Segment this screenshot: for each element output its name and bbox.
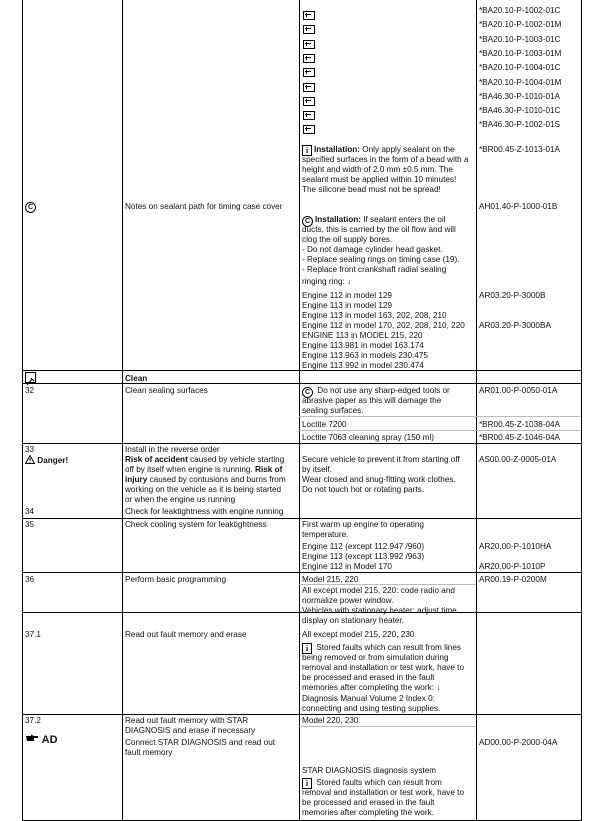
- material-item: Loctite 7200: [302, 420, 347, 429]
- step-note-line: temperature.: [302, 530, 349, 539]
- system-line: STAR DIAGNOSIS diagnosis system: [302, 766, 437, 775]
- step-note-line: All except model 215, 220: code radio and: [302, 586, 455, 595]
- reference-link[interactable]: *BR00.45-Z-1046-04A: [479, 433, 561, 442]
- step-description: Perform basic programming: [125, 575, 227, 584]
- reference-link[interactable]: AR00.19-P-0200M: [479, 575, 547, 584]
- ad-label: AD: [25, 734, 58, 746]
- install-note-line: specified surfaces in the form of a bead with a: [302, 155, 469, 164]
- engine-line: Engine 113 in model 163, 202, 208, 210: [302, 311, 447, 320]
- pointing-hand-icon: [25, 734, 39, 743]
- warning-triangle-icon: [25, 455, 35, 464]
- tool-reference[interactable]: *BA20.10-P-1003-01C: [479, 34, 561, 44]
- step-description: Install in the reverse order: [125, 445, 220, 454]
- engine-line: Engine 112 in model 170, 202, 208, 210, 220: [302, 321, 465, 330]
- install-note-line: sealant must be applied within 10 minutes!: [302, 175, 457, 184]
- model-line: Model 220, 230: [302, 716, 359, 725]
- engine-line: Engine 113.963 in models 230.475: [302, 351, 428, 360]
- row-divider: [22, 572, 582, 573]
- reference-link[interactable]: AR20.00-P-1010HA: [479, 542, 552, 551]
- column-divider: [122, 0, 123, 821]
- column-divider: [476, 0, 477, 821]
- install-note-ref[interactable]: *BR00.45-Z-1013-01A: [479, 145, 561, 154]
- step-description: Read out fault memory and erase: [125, 630, 247, 639]
- step-number: 32: [25, 386, 35, 395]
- step-number: 33: [25, 445, 35, 454]
- engine-line: ENGINE 113 in MODEL 215, 220: [302, 331, 423, 340]
- circled-c-icon: C: [302, 387, 313, 398]
- row-divider: [22, 518, 582, 519]
- danger-text-line: off by itself when engine is running. Risk of: [125, 465, 283, 474]
- model-line: Model 215, 220: [302, 575, 359, 584]
- engine-line: Engine 113.992 in model 230.474: [302, 361, 424, 370]
- step-description: Check for leaktightness with engine running: [125, 507, 284, 516]
- step-note-line: connecting and using testing supplies.: [302, 704, 441, 713]
- step-description: Connect STAR DIAGNOSIS and read out: [125, 738, 276, 747]
- safety-measure: by itself.: [302, 465, 333, 474]
- info-icon: i: [302, 778, 312, 789]
- engine-line: Engine 112 in Model 170: [302, 562, 392, 571]
- install-note-heading: i Installation: Only apply sealant on the: [302, 145, 455, 156]
- safety-measure: Secure vehicle to prevent it from starting off: [302, 455, 460, 464]
- tool-reference[interactable]: *BA20.10-P-1002-01M: [479, 20, 562, 30]
- engine-line: Engine 113 (except 113.992 /963): [302, 552, 425, 561]
- step-number: 37.2: [25, 716, 41, 725]
- step-description: Check cooling system for leaktightness: [125, 520, 267, 529]
- procedure-table: [22, 0, 582, 821]
- step-note-line: being removed or from simulation during: [302, 653, 449, 662]
- copyright-symbol-icon: C: [25, 201, 36, 213]
- step-note-line: Vehicles with stationary heater: adjust time: [302, 606, 457, 615]
- step-description: DIAGNOSIS and erase if necessary: [125, 726, 256, 735]
- info-icon: i: [302, 145, 312, 156]
- sealant-path-heading: C Installation: If sealant enters the oil: [302, 215, 446, 227]
- engine-line: Engine 113.981 in model 163.174: [302, 341, 424, 350]
- sealant-path-line: ringing ring: ↓: [302, 277, 352, 286]
- tool-reference[interactable]: *BA20.10-P-1003-01M: [479, 48, 562, 58]
- engine-line: Engine 112 in model 129: [302, 291, 392, 300]
- row-divider: [22, 383, 582, 384]
- tool-reference[interactable]: *BA20.10-P-1004-01C: [479, 63, 561, 73]
- inner-divider: [299, 726, 476, 727]
- step-description: Clean sealing surfaces: [125, 386, 208, 395]
- fault-note: i Stored faults which can result from: [302, 778, 442, 789]
- inner-divider: [299, 584, 476, 585]
- row-divider: [22, 443, 582, 444]
- step-note-line: normalize power window.: [302, 596, 394, 605]
- step-note-line: Diagnosis Manual Volume 2 Index 0:: [302, 694, 435, 703]
- info-icon: i: [302, 643, 312, 654]
- step-note-line: First warm up engine to operating: [302, 520, 424, 529]
- reference-link[interactable]: AR01.00-P-0050-01A: [479, 386, 558, 395]
- step-number: 37.1: [25, 630, 41, 639]
- sealant-path-line: clog the oil supply bores.: [302, 235, 393, 244]
- step-note-line: be processed and erased in the fault: [302, 798, 435, 807]
- step-note-line: memories after completing the work.: [302, 808, 434, 817]
- step-note-line: memories after completing the work: ↓: [302, 683, 441, 692]
- danger-text-line: injury caused by contusions and burns from: [125, 475, 286, 484]
- step-number: 36: [25, 575, 35, 584]
- sealant-path-line: - Do not damage cylinder head gasket.: [302, 245, 443, 254]
- danger-text-line: or when the engine us running: [125, 495, 236, 504]
- inner-divider: [299, 430, 581, 431]
- fault-note: i Stored faults which can result from lines: [302, 643, 461, 654]
- model-line: All except model 215, 220, 230: [302, 630, 415, 639]
- tool-reference[interactable]: *BA20.10-P-1004-01M: [479, 77, 562, 87]
- tool-reference[interactable]: *BA46.30-P-1010-01C: [479, 106, 561, 116]
- step-number: 35: [25, 520, 35, 529]
- step-note-line: removal and installation or test work, have to: [302, 788, 465, 797]
- step-note-line: removal and installation or test work, have to: [302, 663, 465, 672]
- sealant-path-line: - Replace front crankshaft radial sealing: [302, 265, 447, 274]
- table-border-right: [581, 0, 582, 821]
- danger-text-line: Risk of accident caused by vehicle starting: [125, 455, 285, 464]
- install-note-line: The silicone bead must not be spread!: [302, 185, 441, 194]
- step-number: 34: [25, 507, 35, 516]
- inner-divider: [299, 416, 581, 417]
- section-heading: Clean: [125, 374, 148, 383]
- tool-reference[interactable]: *BA20.10-P-1002-01C: [479, 6, 561, 15]
- danger-text-line: working on the vehicle as it is being started: [125, 485, 282, 494]
- step-note-line: be processed and erased in the fault: [302, 673, 435, 682]
- reference-link[interactable]: AR03.20-P-3000B: [479, 291, 546, 300]
- special-tool-icon: [303, 121, 315, 139]
- reference-link[interactable]: AS00.00-Z-0005-01A: [479, 455, 557, 464]
- step32-note: C Do not use any sharp-edged tools or: [302, 386, 450, 398]
- safety-measure: Do not touch hot or rotating parts.: [302, 485, 424, 494]
- step-note-line: display on stationary heater.: [302, 616, 404, 625]
- install-note-line: height and width of 2.0 mm ±0.5 mm. The: [302, 165, 453, 174]
- table-border-left: [22, 0, 23, 821]
- column-divider: [299, 0, 300, 821]
- note-line: abrasive paper as this will damage the: [302, 396, 442, 405]
- row-divider: [22, 714, 582, 715]
- step-description: Read out fault memory with STAR: [125, 716, 249, 725]
- tool-reference[interactable]: *BA46.30-P-1010-01A: [479, 91, 561, 101]
- engine-line: Engine 112 (except 112.947 /960): [302, 542, 425, 551]
- reference-link[interactable]: AH01.40-P-1000-01B: [479, 202, 558, 211]
- clean-icon: [25, 372, 36, 383]
- engine-line: Engine 113 in model 129: [302, 301, 392, 310]
- safety-measure: Wear closed and snug-fitting work clothes.: [302, 475, 456, 484]
- sealant-path-line: - Replace sealing rings on timing case (19).: [302, 255, 460, 264]
- sealant-path-line: ducts, this is carried by the oil flow and will: [302, 225, 456, 234]
- step-description: Notes on sealant path for timing case cover: [125, 202, 283, 211]
- step-description: fault memory: [125, 748, 173, 757]
- danger-label: Danger!: [25, 455, 68, 466]
- note-line: sealing surfaces.: [302, 406, 364, 415]
- reference-link[interactable]: *BR00.45-Z-1038-04A: [479, 420, 561, 429]
- reference-link[interactable]: AD00.00-P-2000-04A: [479, 738, 558, 747]
- reference-link[interactable]: AR03.20-P-3000BA: [479, 321, 551, 330]
- circled-c-icon: C: [302, 216, 313, 227]
- material-item: Loctite 7063 cleaning spray (150 ml): [302, 433, 434, 442]
- reference-link[interactable]: AR20.00-P-1010P: [479, 562, 546, 571]
- tool-reference[interactable]: *BA46.30-P-1002-01S: [479, 120, 561, 130]
